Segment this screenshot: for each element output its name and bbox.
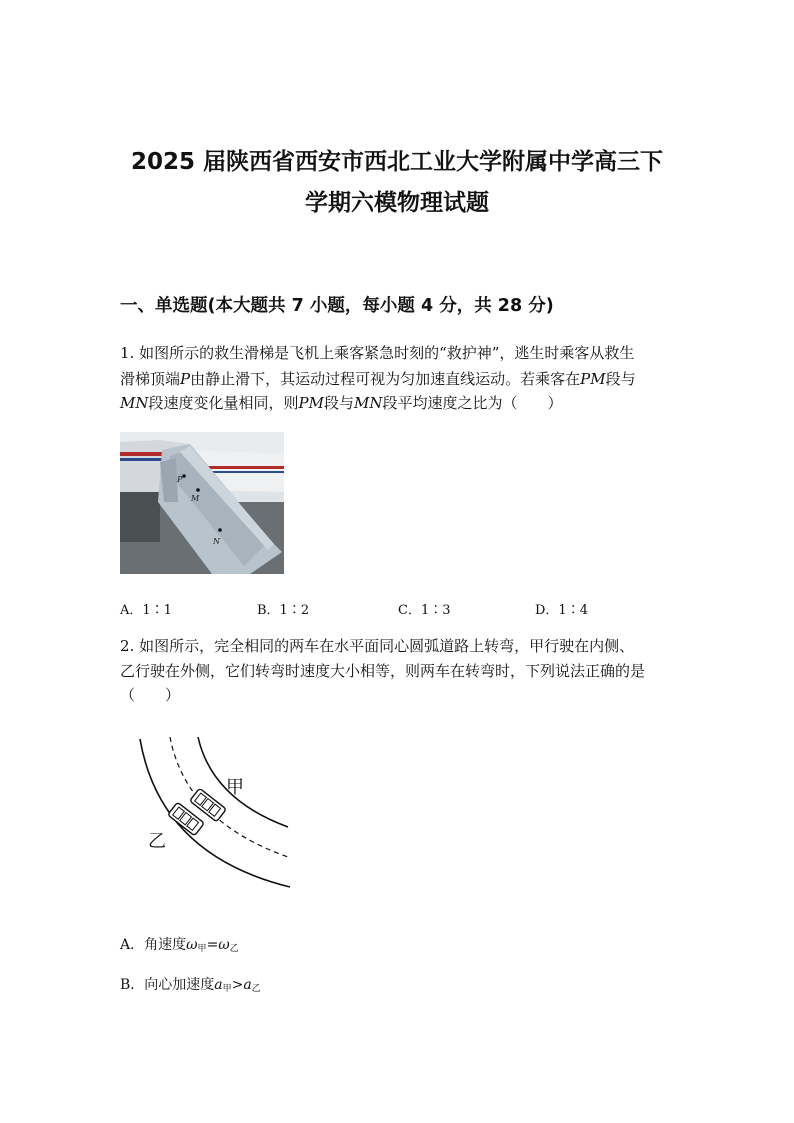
label-jia: 甲 xyxy=(226,777,244,798)
q2-line-3: （ ） xyxy=(120,686,181,704)
q1-line-1: 1. 如图所示的救生滑梯是飞机上乘客紧急时刻的“救护神”，逃生时乘客从救生 xyxy=(120,344,635,362)
label-yi: 乙 xyxy=(148,831,166,852)
q1-line-3: MN段速度变化量相同，则PM段与MN段平均速度之比为（ ） xyxy=(120,394,563,412)
document-title-line-1: 2025 届陕西省西安市西北工业大学附属中学高三下 xyxy=(130,149,664,175)
q2-option-a: A．角速度$\omega_甲=\omega_乙$ xyxy=(120,937,239,954)
section-heading: 一、单选题(本大题共 7 小题，每小题 4 分，共 28 分) xyxy=(120,296,554,316)
document-title-line-2: 学期六模物理试题 xyxy=(305,190,489,216)
q2-line-2: 乙行驶在外侧，它们转弯时速度大小相等，则两车在转弯时，下列说法正确的是 xyxy=(120,662,646,680)
q2-line-1: 2. 如图所示，完全相同的两车在水平面同心圆弧道路上转弯，甲行驶在内侧、 xyxy=(120,637,635,655)
q1-option-a: A．1∶1 xyxy=(120,603,172,618)
curved-road-diagram xyxy=(120,735,295,893)
q1-option-b: B．1∶2 xyxy=(257,603,310,618)
q1-line-2: 滑梯顶端P由静止滑下，其运动过程可视为匀加速直线运动。若乘客在PM段与 xyxy=(120,370,636,388)
q1-option-c: C．1∶3 xyxy=(398,603,451,618)
slide-point-p-label: P xyxy=(177,475,183,484)
q1-option-d: D．1∶4 xyxy=(535,603,588,618)
escape-slide-photo xyxy=(120,432,284,574)
q2-option-b: B．向心加速度$a_甲>a_乙$ xyxy=(120,977,261,994)
slide-point-n-label: N xyxy=(213,537,220,546)
slide-point-m-label: M xyxy=(191,494,200,503)
